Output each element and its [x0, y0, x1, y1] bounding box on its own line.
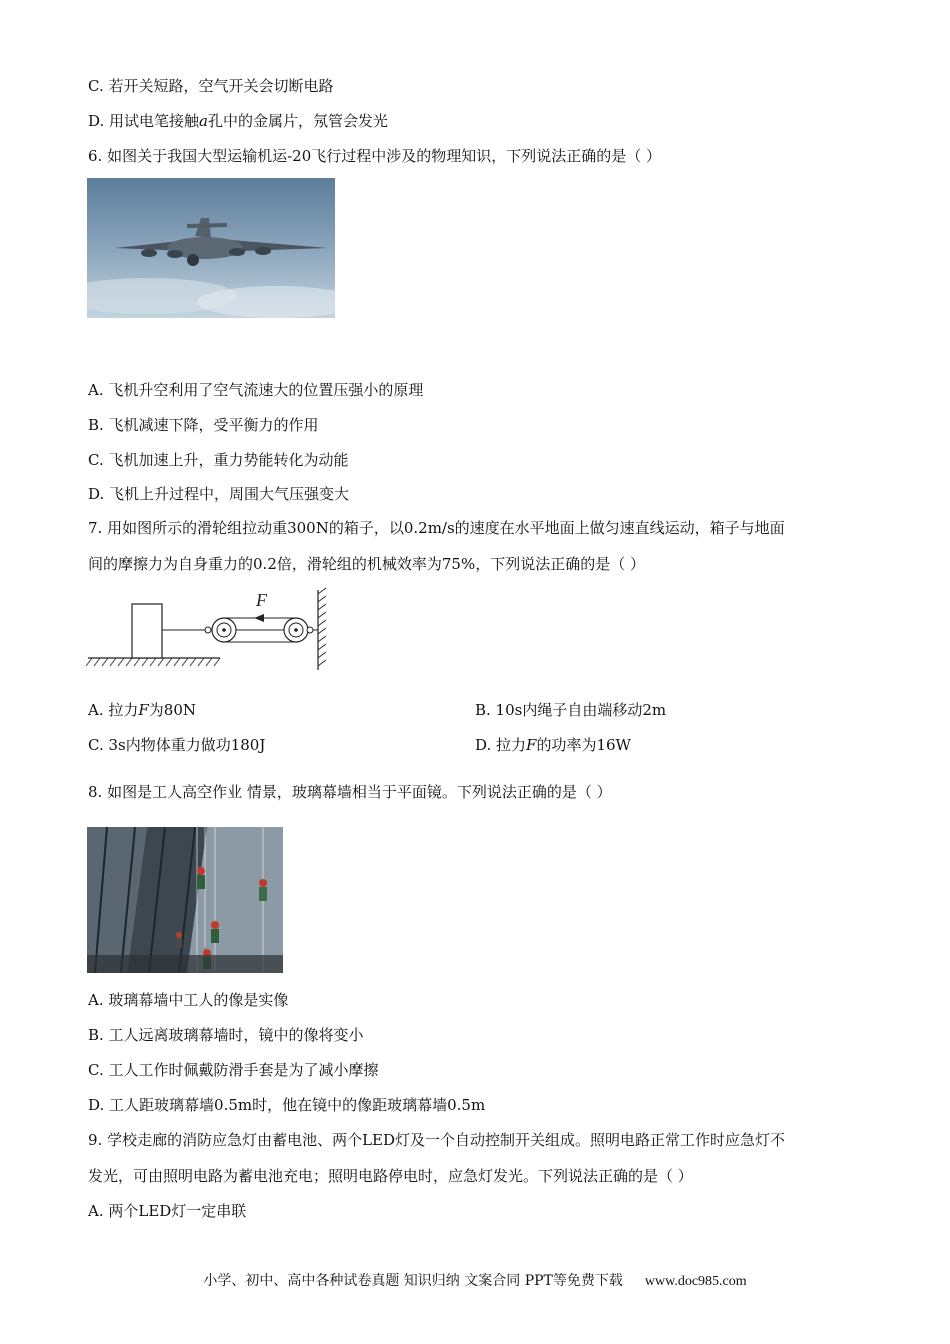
- question-7-option-b: B. 10s内绳子自由端移动2m: [475, 701, 667, 719]
- question-6-stem: 6. 如图关于我国大型运输机运-20飞行过程中涉及的物理知识，下列说法正确的是（ ）: [88, 147, 662, 165]
- question-6-option-c: C. 飞机加速上升，重力势能转化为动能: [88, 451, 349, 469]
- footer-url-link[interactable]: www.doc985.com: [644, 1274, 747, 1289]
- option-c-prev: C. 若开关短路，空气开关会切断电路: [88, 77, 334, 95]
- variable-f: F: [138, 701, 149, 719]
- option-a-prefix: A. 拉力: [88, 701, 139, 719]
- question-8-option-b: B. 工人远离玻璃幕墙时，镜中的像将变小: [88, 1026, 364, 1044]
- option-d-prefix: D. 拉力: [475, 736, 527, 754]
- question-7-stem-line2: 间的摩擦力为自身重力的0.2倍，滑轮组的机械效率为75%，下列说法正确的是（ ）: [88, 555, 645, 573]
- question-7-option-a: [88, 700, 196, 720]
- option-d-suffix: 孔中的金属片，氖管会发光: [207, 112, 388, 130]
- question-9-option-a: A. 两个LED灯一定串联: [88, 1202, 247, 1220]
- option-d-prefix: D. 用试电笔接触: [88, 112, 200, 130]
- question-6-option-d: D. 飞机上升过程中，周围大气压强变大: [88, 485, 350, 503]
- window-workers-photo: [87, 827, 283, 973]
- variable-a: a: [199, 112, 208, 130]
- option-d-prev: [88, 111, 388, 131]
- question-6-option-b: B. 飞机减速下降，受平衡力的作用: [88, 416, 319, 434]
- question-7-option-d: [475, 735, 631, 755]
- variable-f: F: [526, 736, 537, 754]
- question-8-option-c: C. 工人工作时佩戴防滑手套是为了减小摩擦: [88, 1061, 379, 1079]
- question-7-option-c: C. 3s内物体重力做功180J: [88, 736, 266, 754]
- pulley-system-diagram: [86, 586, 336, 672]
- option-d-suffix: 的功率为16W: [536, 736, 631, 754]
- option-a-suffix: 为80N: [148, 701, 197, 719]
- footer-text: 小学、初中、高中各种试卷真题 知识归纳 文案合同 PPT等免费下载: [203, 1273, 623, 1289]
- question-6-option-a: A. 飞机升空利用了空气流速大的位置压强小的原理: [88, 381, 424, 399]
- force-label: F: [256, 590, 267, 610]
- page-footer: [0, 1270, 950, 1290]
- question-7-stem-line1: 7. 用如图所示的滑轮组拉动重300N的箱子，以0.2m/s的速度在水平地面上做匀速直线运动，箱子与地面: [88, 519, 785, 537]
- question-9-stem-line2: 发光，可由照明电路为蓄电池充电；照明电路停电时，应急灯发光。下列说法正确的是（ ）: [88, 1167, 693, 1185]
- question-8-option-d: D. 工人距玻璃幕墙0.5m时，他在镜中的像距玻璃幕墙0.5m: [88, 1096, 486, 1114]
- question-8-stem: 8. 如图是工人高空作业 情景，玻璃幕墙相当于平面镜。下列说法正确的是（ ）: [88, 783, 612, 801]
- transport-plane-photo: [87, 178, 335, 318]
- question-8-option-a: A. 玻璃幕墙中工人的像是实像: [88, 991, 289, 1009]
- question-9-stem-line1: 9. 学校走廊的消防应急灯由蓄电池、两个LED灯及一个自动控制开关组成。照明电路正常工作时应急灯不: [88, 1131, 786, 1149]
